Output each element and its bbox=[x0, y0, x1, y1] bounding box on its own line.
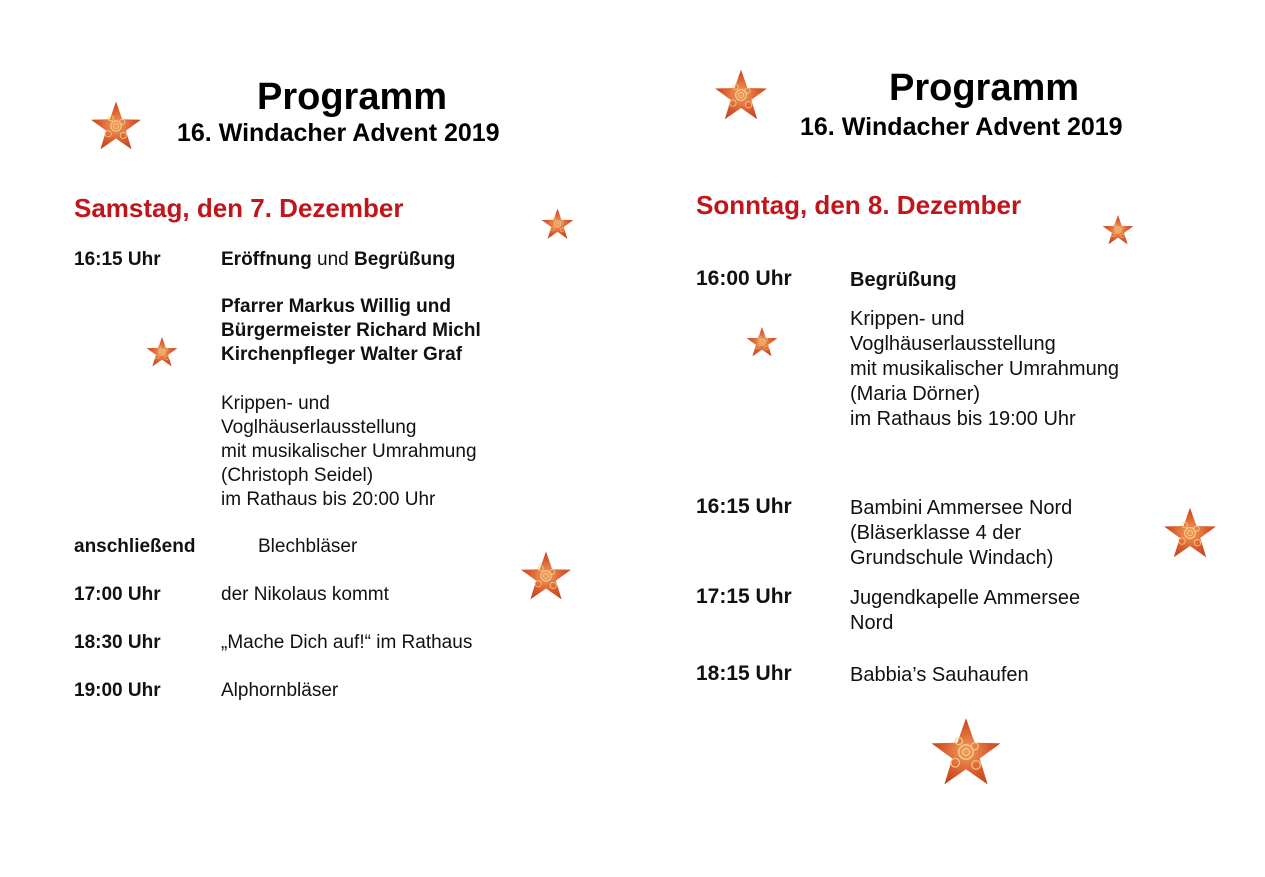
star-ornament-icon bbox=[541, 206, 574, 242]
event-text bbox=[850, 586, 1080, 636]
event-title: Begrüßung bbox=[850, 269, 957, 291]
event-time: 16:15 Uhr bbox=[74, 249, 161, 270]
event-time: 18:30 Uhr bbox=[74, 632, 161, 653]
star-ornament-icon bbox=[90, 96, 142, 156]
star-ornament-icon bbox=[520, 546, 572, 606]
star-ornament-icon bbox=[1102, 212, 1134, 248]
person-pfarrer: Pfarrer Markus Willig und bbox=[221, 296, 451, 317]
event-time: 17:15 Uhr bbox=[696, 585, 792, 608]
text-line: (Bläserklasse 4 der bbox=[850, 522, 1022, 544]
event-time: 19:00 Uhr bbox=[74, 680, 161, 701]
star-ornament-icon bbox=[714, 64, 768, 126]
person-kirchenpfleger: Kirchenpfleger Walter Graf bbox=[221, 344, 463, 365]
event-time: anschließend bbox=[74, 536, 196, 557]
event-time: 17:00 Uhr bbox=[74, 584, 161, 605]
text-line: Voglhäuserlausstellung bbox=[850, 333, 1056, 355]
event-text: „Mache Dich auf!“ im Rathaus bbox=[221, 632, 473, 653]
exhibition-description bbox=[221, 392, 477, 512]
text-line: Grundschule Windach) bbox=[850, 547, 1054, 569]
event-text: der Nikolaus kommt bbox=[221, 584, 389, 605]
event-text: Babbia’s Sauhaufen bbox=[850, 664, 1029, 686]
text-line: (Christoph Seidel) bbox=[221, 465, 374, 486]
text-line: Jugendkapelle Ammersee bbox=[850, 587, 1081, 609]
person-buergermeister: Bürgermeister Richard Michl bbox=[221, 320, 481, 341]
text-line: im Rathaus bis 20:00 Uhr bbox=[221, 489, 436, 510]
page-subtitle: 16. Windacher Advent 2019 bbox=[800, 113, 1123, 141]
text-line: (Maria Dörner) bbox=[850, 383, 981, 405]
text-line: Krippen- und bbox=[850, 308, 965, 330]
page-title: Programm bbox=[889, 67, 1080, 109]
day-heading: Sonntag, den 8. Dezember bbox=[696, 190, 1022, 220]
greeting-label: Begrüßung bbox=[354, 249, 456, 270]
text-line: Nord bbox=[850, 612, 894, 634]
text-line: mit musikalischer Umrahmung bbox=[850, 358, 1119, 380]
opening-label: Eröffnung bbox=[221, 249, 312, 270]
event-time: 16:15 Uhr bbox=[696, 495, 792, 518]
text-line: Bambini Ammersee Nord bbox=[850, 497, 1073, 519]
star-ornament-icon bbox=[924, 716, 1008, 788]
day-heading: Samstag, den 7. Dezember bbox=[74, 193, 404, 223]
event-time: 18:15 Uhr bbox=[696, 662, 792, 685]
event-text bbox=[850, 496, 1072, 571]
page-title: Programm bbox=[257, 76, 448, 118]
star-ornament-icon bbox=[1163, 502, 1217, 564]
exhibition-description bbox=[850, 307, 1119, 432]
star-ornament-icon bbox=[146, 334, 178, 370]
text-line: Voglhäuserlausstellung bbox=[221, 417, 417, 438]
opening-und: und bbox=[311, 249, 355, 270]
text-line: mit musikalischer Umrahmung bbox=[221, 441, 477, 462]
text-line: Krippen- und bbox=[221, 393, 330, 414]
event-text: Alphornbläser bbox=[221, 680, 339, 701]
event-opening bbox=[221, 248, 455, 272]
star-ornament-icon bbox=[746, 324, 778, 360]
event-time: 16:00 Uhr bbox=[696, 267, 792, 290]
people-list bbox=[221, 295, 481, 367]
event-text: Blechbläser bbox=[258, 536, 358, 557]
text-line: im Rathaus bis 19:00 Uhr bbox=[850, 408, 1076, 430]
page-subtitle: 16. Windacher Advent 2019 bbox=[177, 119, 500, 147]
